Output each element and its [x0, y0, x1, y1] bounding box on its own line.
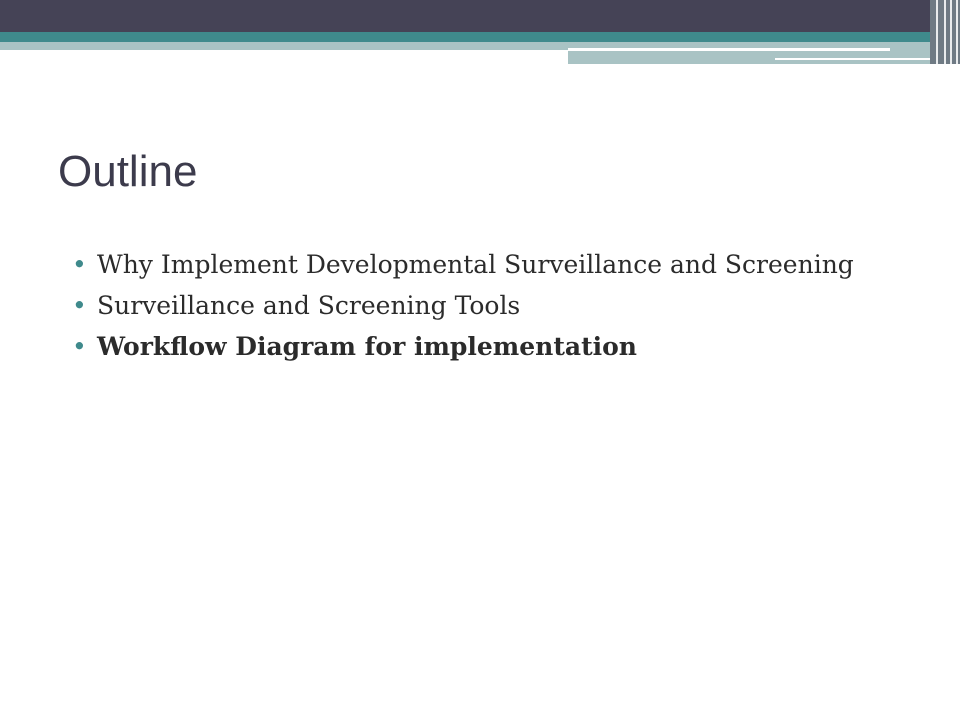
bullet-icon: • [72, 332, 87, 361]
bullet-list [72, 248, 872, 371]
header-band-edge [930, 0, 960, 64]
header-band-dark [0, 0, 960, 32]
header-band-stripe [950, 0, 952, 64]
bullet-icon: • [72, 250, 87, 279]
bullet-text: Surveillance and Screening Tools [97, 291, 521, 320]
header-band-stripe [944, 0, 946, 64]
header-band-light-right [568, 42, 960, 64]
bullet-icon: • [72, 291, 87, 320]
header-band-light [0, 42, 568, 50]
header-band-stripe [956, 0, 958, 64]
header-band-teal [0, 32, 960, 42]
bullet-text: Why Implement Developmental Surveillance and Screening [97, 250, 854, 279]
bullet-item [72, 289, 872, 322]
slide-title: Outline [58, 147, 198, 196]
bullet-text: Workflow Diagram for implementation [97, 332, 637, 361]
header-band-stripe [936, 0, 938, 64]
header-band-divider [568, 48, 890, 51]
bullet-item [72, 330, 872, 363]
bullet-item [72, 248, 872, 281]
